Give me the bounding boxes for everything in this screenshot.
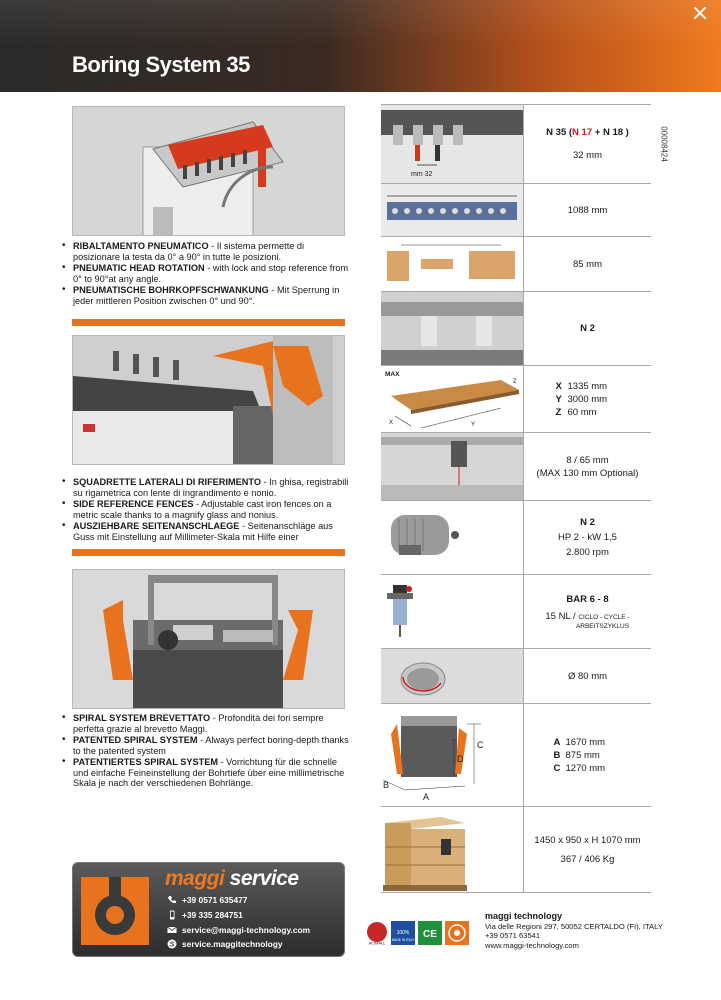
page-title: Boring System 35 — [72, 52, 250, 77]
spec-value-packing: 1450 x 950 x H 1070 mm 367 / 406 Kg — [534, 834, 641, 865]
svg-text:MADE IN ITALY: MADE IN ITALY — [391, 938, 415, 942]
feature-list-side-fences — [62, 477, 352, 542]
envelope-icon — [167, 925, 177, 935]
company-address: maggi technology Via delle Regioni 297, 50052 CERTALDO (FI), ITALY +39 0571 63541 www.maggi-technology.com — [485, 911, 663, 950]
spec-value-dimensions: A 1670 mm B 875 mm C 1270 mm — [553, 736, 606, 774]
section-divider — [72, 549, 345, 556]
boring-depth-image — [381, 237, 524, 291]
spec-row-packing — [381, 806, 651, 893]
photo-side-fences — [72, 335, 345, 465]
service-email-link[interactable]: service@maggi-technology.com — [167, 925, 310, 935]
svg-text:ACIMALL: ACIMALL — [368, 940, 386, 945]
spindle-pitch-image — [381, 105, 524, 183]
spec-row-length — [381, 183, 651, 236]
spec-value-heads: N 2 — [580, 323, 595, 334]
list-item: • AUSZIEHBARE SEITENANSCHLAEGE - Seitenanschläge aus Guss mit Einstellung auf Millimeter-Skala mit Hilfe einer — [62, 521, 352, 543]
service-title: maggi service — [165, 867, 299, 890]
list-item: • PATENTED SPIRAL SYSTEM - Always perfect boring-depth thanks to the patented system — [62, 735, 352, 757]
spec-value-stroke: 8 / 65 mm (MAX 130 mm Optional) — [536, 454, 639, 479]
list-item: • SQUADRETTE LATERALI DI RIFERIMENTO - In ghisa, registrabili su rigametrica con lente di ingrandimento e nonio. — [62, 477, 352, 499]
spindle-head-image — [381, 184, 524, 236]
stroke-image — [381, 433, 524, 500]
spec-value-length: 1088 mm — [567, 204, 608, 216]
svg-text:Z: Z — [513, 379, 517, 385]
spec-value-spindles: N 35 (N 17 + N 18 ) 32 mm — [546, 127, 629, 161]
svg-text:C: C — [477, 740, 484, 750]
machine-dimensions-image — [381, 704, 524, 806]
service-phone-1[interactable]: +39 0571 635477 — [167, 895, 247, 905]
header-band — [0, 0, 721, 92]
svg-text:B: B — [383, 780, 390, 790]
list-item: • SIDE REFERENCE FENCES - Adjustable cast iron fences on a metric scale thanks to a magnify glass and nonius. — [62, 499, 352, 521]
section-divider — [72, 319, 345, 326]
spec-row-air — [381, 574, 651, 648]
svg-text:S: S — [169, 941, 175, 949]
acimall-badge — [365, 921, 389, 945]
spec-row-exhaust — [381, 648, 651, 703]
svg-text:A: A — [423, 792, 430, 802]
svg-text:D: D — [457, 754, 464, 764]
spec-row-motor — [381, 500, 651, 574]
maggi-service-box — [72, 862, 345, 957]
list-item: • PNEUMATIC HEAD ROTATION - with lock and stop reference from 0° to 90°at any angle. — [62, 263, 352, 285]
skype-icon — [167, 939, 177, 949]
spec-value-exhaust: Ø 80 mm — [567, 670, 608, 682]
spec-value-motor: N 2 HP 2 - kW 1,5 2.800 rpm — [558, 517, 617, 558]
ce-mark-badge — [418, 921, 442, 945]
spec-row-stroke — [381, 432, 651, 500]
panel-size-image — [381, 366, 524, 432]
spec-row-depth — [381, 236, 651, 291]
pressers-image — [381, 292, 524, 365]
feature-list-spiral-system — [62, 713, 352, 789]
list-item: • PNEUMATISCHE BOHRKOPFSCHWANKUNG - Mit Sperrung in jeder mittleren Position zwischen 0° und 90°. — [62, 285, 352, 307]
spec-row-panel — [381, 365, 651, 432]
header-highlight — [0, 0, 721, 46]
spec-table — [381, 104, 651, 893]
service-phone-2[interactable]: +39 335 284751 — [167, 910, 243, 920]
maggi-logo-icon — [79, 871, 151, 951]
photo-head-rotation — [72, 106, 345, 236]
website-link[interactable]: www.maggi-technology.com — [485, 940, 579, 950]
list-item: • RIBALTAMENTO PNEUMATICO - Il sistema permette di posizionare la testa da 0° a 90° in tutte le posizioni. — [62, 241, 352, 263]
spec-row-dimensions — [381, 703, 651, 806]
spec-row-heads — [381, 291, 651, 365]
photo-spiral-system — [72, 569, 345, 709]
feature-list-head-rotation — [62, 241, 352, 306]
spec-value-depth: 85 mm — [572, 258, 603, 270]
svg-text:mm 32: mm 32 — [411, 171, 433, 178]
mobile-phone-icon — [167, 910, 177, 920]
svg-text:X: X — [389, 420, 394, 426]
exhaust-outlet-image — [381, 649, 524, 703]
document-code: 00008424 — [659, 126, 669, 162]
svg-text:Y: Y — [471, 422, 476, 428]
spec-value-air: BAR 6 - 8 15 NL / CICLO - CYCLE - ARBEITSZYKLUS — [545, 593, 630, 630]
svg-text:MAX: MAX — [385, 371, 400, 378]
svg-text:CE: CE — [423, 929, 437, 940]
made-in-italy-badge — [391, 921, 415, 945]
quality-seal-icon — [445, 921, 469, 945]
crate-image — [381, 807, 524, 892]
phone-icon — [167, 895, 177, 905]
list-item: • PATENTIERTES SPIRAL SYSTEM - Vorrichtung für die schnelle und einfache Feineinstellung der Bohrtiefe über eine millimetrische Skala je nach der verschiedenen Bohrlänge. — [62, 757, 352, 790]
motor-image — [381, 501, 524, 574]
svg-text:100%: 100% — [396, 930, 410, 936]
air-regulator-image — [381, 575, 524, 648]
service-skype-link[interactable]: S service.maggitechnology — [167, 939, 283, 949]
close-icon — [693, 6, 707, 20]
spec-value-panel: X 1335 mm Y 3000 mm Z 60 mm — [555, 380, 608, 418]
list-item: • SPIRAL SYSTEM BREVETTATO - Profondità dei fori sempre perfetta grazie al brevetto Maggi. — [62, 713, 352, 735]
spec-row-spindles — [381, 104, 651, 183]
